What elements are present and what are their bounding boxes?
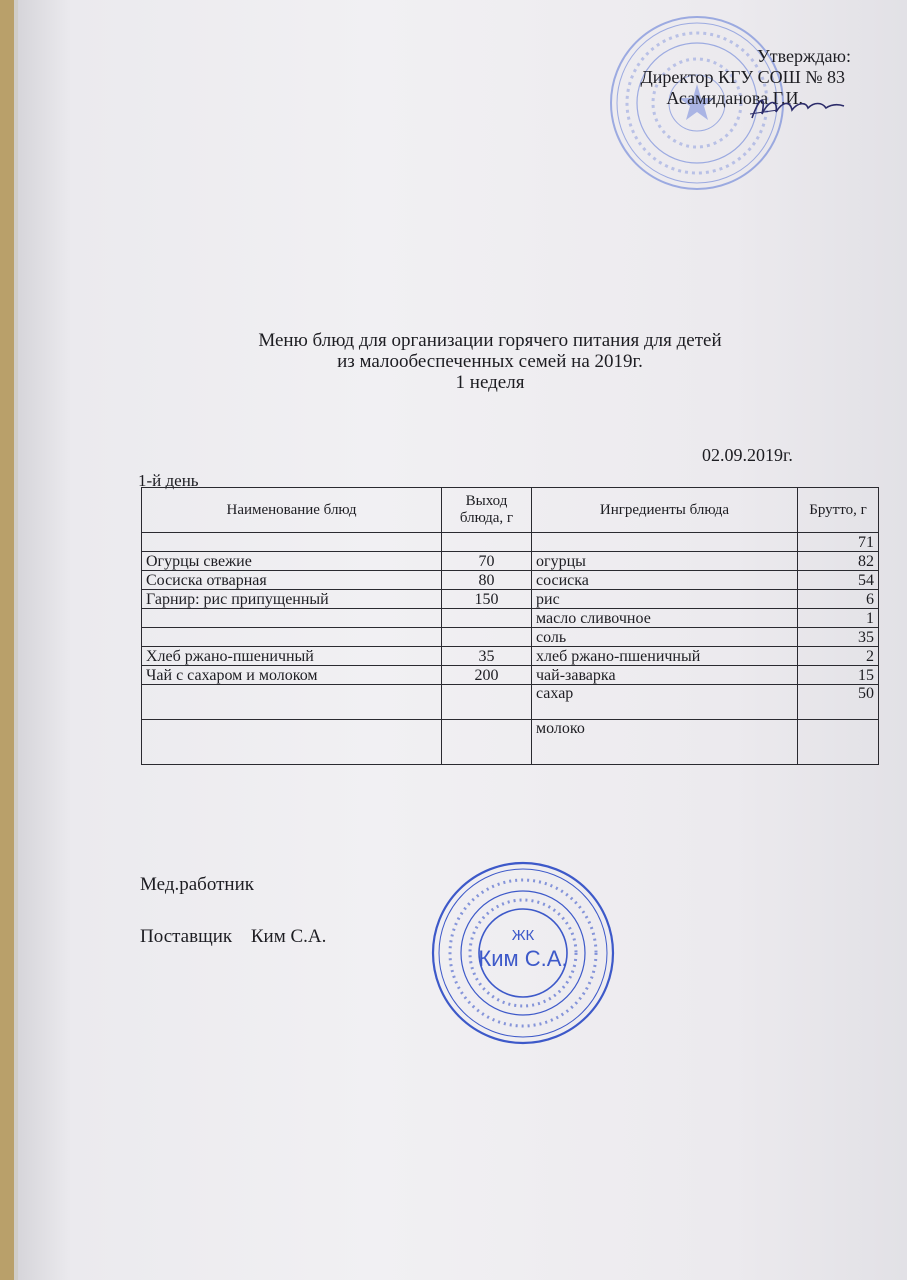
cell-yield bbox=[442, 533, 532, 552]
supplier-stamp bbox=[428, 858, 618, 1048]
approval-name: Асамиданова Г.И. bbox=[666, 88, 803, 108]
cell-gross: 35 bbox=[798, 628, 879, 647]
stamp-center-name: Ким С.А. bbox=[478, 946, 568, 971]
cell-gross: 6 bbox=[798, 590, 879, 609]
cell-ingredient: сосиска bbox=[532, 571, 798, 590]
supplier-name: Ким С.А. bbox=[250, 926, 327, 947]
cell-ingredient: соль bbox=[532, 628, 798, 647]
cell-dish bbox=[142, 720, 442, 765]
cell-dish bbox=[142, 685, 442, 720]
header-dish: Наименование блюд bbox=[142, 488, 442, 533]
table-header-row bbox=[142, 488, 879, 533]
table-row bbox=[142, 571, 879, 590]
cell-ingredient bbox=[532, 533, 798, 552]
cell-yield: 150 bbox=[442, 590, 532, 609]
cell-gross: 2 bbox=[798, 647, 879, 666]
cell-ingredient: рис bbox=[532, 590, 798, 609]
cell-yield bbox=[442, 720, 532, 765]
cell-yield: 200 bbox=[442, 666, 532, 685]
cell-dish: Сосиска отварная bbox=[142, 571, 442, 590]
approval-position: Директор КГУ СОШ № 83 bbox=[640, 67, 845, 87]
table-row bbox=[142, 533, 879, 552]
cell-dish bbox=[142, 609, 442, 628]
cell-dish: Огурцы свежие bbox=[142, 552, 442, 571]
document-title bbox=[140, 330, 840, 393]
menu-day: 1-й день bbox=[138, 471, 199, 490]
cell-ingredient: хлеб ржано-пшеничный bbox=[532, 647, 798, 666]
cell-ingredient: масло сливочное bbox=[532, 609, 798, 628]
menu-date: 02.09.2019г. bbox=[702, 445, 793, 465]
stamp-center-top: ЖК bbox=[511, 927, 535, 944]
cell-yield: 35 bbox=[442, 647, 532, 666]
cell-dish bbox=[142, 628, 442, 647]
cell-yield: 80 bbox=[442, 571, 532, 590]
cell-ingredient: чай-заварка bbox=[532, 666, 798, 685]
menu-table bbox=[141, 487, 879, 765]
table-row bbox=[142, 609, 879, 628]
cell-yield bbox=[442, 628, 532, 647]
cell-yield bbox=[442, 609, 532, 628]
cell-ingredient: сахар bbox=[532, 685, 798, 720]
table-row bbox=[142, 590, 879, 609]
table-row bbox=[142, 647, 879, 666]
cell-gross: 82 bbox=[798, 552, 879, 571]
cell-gross: 50 bbox=[798, 685, 879, 720]
book-edge bbox=[0, 0, 14, 1280]
cell-gross: 1 bbox=[798, 609, 879, 628]
table-row bbox=[142, 666, 879, 685]
cell-gross: 15 bbox=[798, 666, 879, 685]
table-row bbox=[142, 628, 879, 647]
table-row bbox=[142, 685, 879, 720]
cell-yield bbox=[442, 685, 532, 720]
cell-dish: Гарнир: рис припущенный bbox=[142, 590, 442, 609]
cell-gross: 54 bbox=[798, 571, 879, 590]
cell-gross bbox=[798, 720, 879, 765]
supplier-line bbox=[140, 926, 326, 948]
table-row bbox=[142, 720, 879, 765]
cell-ingredient: огурцы bbox=[532, 552, 798, 571]
header-gross: Брутто, г bbox=[798, 488, 879, 533]
cell-dish bbox=[142, 533, 442, 552]
cell-yield: 70 bbox=[442, 552, 532, 571]
title-line-2: из малообеспеченных семей на 2019г. bbox=[337, 351, 643, 372]
med-worker-label: Мед.работник bbox=[140, 874, 254, 895]
approval-heading: Утверждаю: bbox=[756, 46, 851, 66]
cell-dish: Чай с сахаром и молоком bbox=[142, 666, 442, 685]
cell-dish: Хлеб ржано-пшеничный bbox=[142, 647, 442, 666]
supplier-label: Поставщик bbox=[140, 926, 233, 947]
title-line-1: Меню блюд для организации горячего питания для детей bbox=[258, 330, 722, 351]
header-yield: Выход блюда, г bbox=[442, 488, 532, 533]
cell-gross: 71 bbox=[798, 533, 879, 552]
director-signature bbox=[748, 92, 848, 122]
table-row bbox=[142, 552, 879, 571]
cell-ingredient: молоко bbox=[532, 720, 798, 765]
title-line-3: 1 неделя bbox=[455, 372, 525, 393]
header-ingredients: Ингредиенты блюда bbox=[532, 488, 798, 533]
